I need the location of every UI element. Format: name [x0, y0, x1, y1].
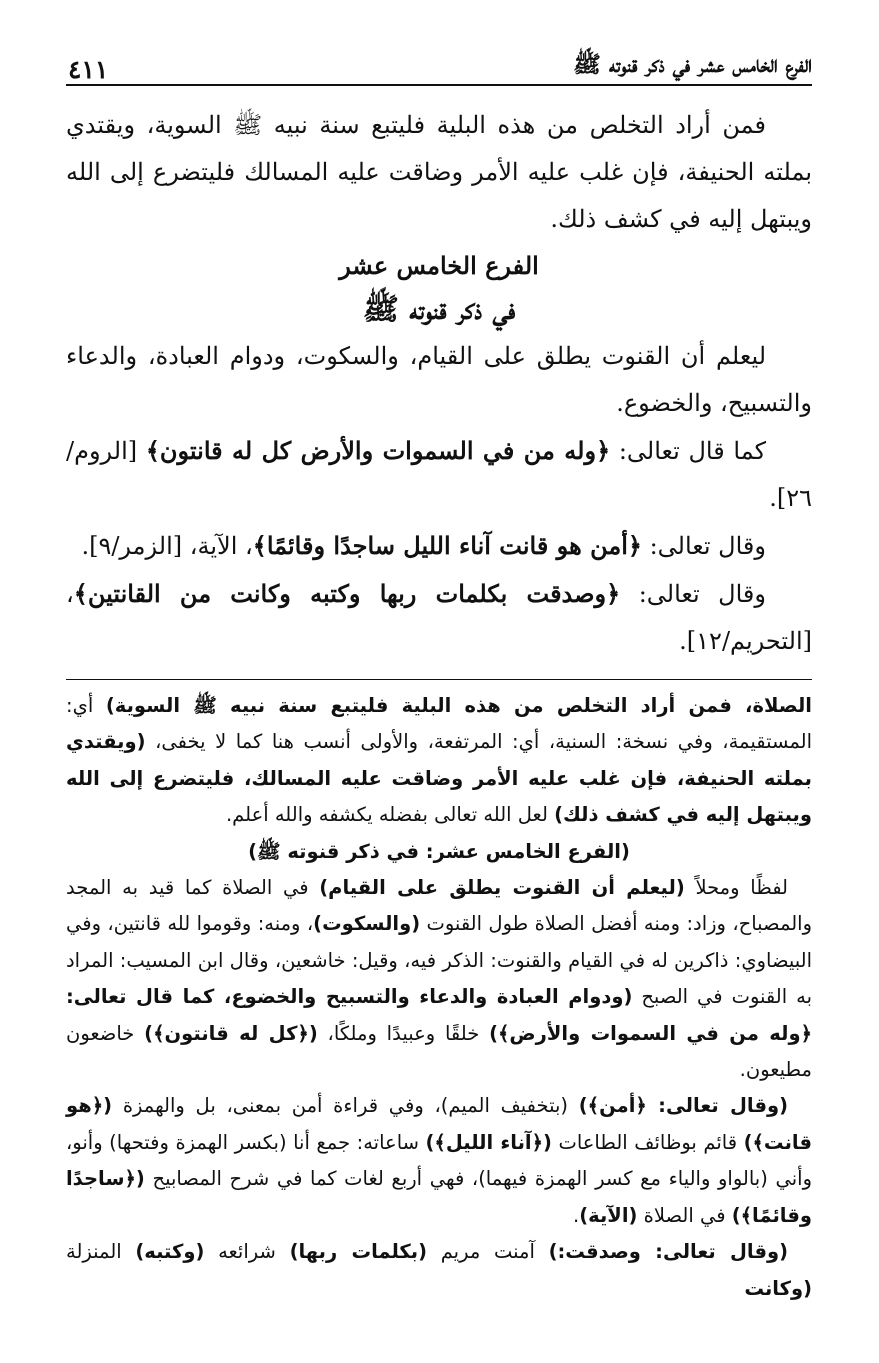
commentary-bold: (ويقتدي بملته الحنيفة، فإن غلب عليه الأمر وضاقت عليه المسالك، فليتضرع إلى الله ويبتهل إليه في كشف ذلك) — [66, 730, 812, 827]
commentary-text: المنزلة — [66, 1240, 136, 1264]
commentary-text: خلقًا وعبيدًا وملكًا، — [317, 1021, 490, 1045]
commentary-bold: الصلاة، فمن أراد التخلص من هذه البلية فليتبع سنة نبيه ﷺ السوية) — [105, 694, 812, 717]
book-page — [66, 40, 812, 1307]
commentary-bold: (بكلمات ربها) — [289, 1240, 428, 1264]
verse-reference: [الروم/ ٢٦]. — [66, 437, 812, 512]
commentary-paragraph-1 — [66, 688, 812, 834]
running-title: الفرع الخامس عشر في ذكر قنوته ﷺ — [573, 51, 812, 78]
commentary-bold: (﴿هو قانت﴾) — [66, 1094, 812, 1154]
commentary-section — [66, 688, 812, 1307]
commentary-bold: (الآية) — [579, 1203, 638, 1227]
commentary-text: لفظًا ومحلاً — [684, 876, 788, 900]
quote-lead: وقال تعالى: — [641, 532, 766, 560]
section-heading-subtitle: في ذكر قنوته ﷺ — [362, 292, 516, 327]
commentary-text: شرائعه — [204, 1240, 290, 1264]
quote-lead: وقال تعالى: — [620, 580, 766, 608]
quote-lead: كما قال تعالى: — [610, 437, 767, 465]
commentary-bold: (وكانت — [744, 1276, 812, 1300]
commentary-text: ساعاته: جمع أنا (بكسر الهمزة وفتحها) وأنو، وأني (بالواو والياء مع كسر الهمزة فيهما)، فهي أربع لغات كما في شرح المصابيح — [66, 1130, 812, 1191]
commentary-heading: (الفرع الخامس عشر: في ذكر قنوته ﷺ) — [248, 839, 630, 863]
commentary-text: في الصلاة — [637, 1203, 732, 1227]
commentary-text: في الصلاة كما قيد به المجد والمصباح، وزاد: ومنه أفضل الصلاة طول القنوت — [66, 876, 812, 936]
definition-paragraph: ليعلم أن القنوت يطلق على القيام، والسكوت، ودوام العبادة، والدعاء والتسبيح، والخضوع. — [66, 342, 812, 417]
verse-reference: ، [التحريم/١٢]. — [66, 580, 812, 655]
commentary-text: . — [573, 1203, 580, 1227]
quote-paragraph-3 — [66, 570, 812, 665]
commentary-text: خاضعون مطيعون. — [66, 1021, 812, 1082]
commentary-text: قائم بوظائف الطاعات — [551, 1130, 744, 1154]
commentary-bold: (وقال تعالى: وصدقت:) — [548, 1240, 788, 1264]
commentary-divider — [66, 679, 812, 680]
verse-reference: ، الآية، [الزمر/٩]. — [81, 532, 253, 560]
section-heading — [66, 245, 812, 333]
commentary-text: لعل الله تعالى بفضله يكشفه والله أعلم. — [225, 803, 555, 827]
quran-verse: ﴿أمن هو قانت آناء الليل ساجدًا وقائمًا﴾ — [252, 531, 642, 560]
commentary-text: (بتخفيف الميم)، وفي قراءة أمن بمعنى، بل والهمزة — [112, 1094, 579, 1118]
main-text — [66, 102, 812, 665]
quote-paragraph-2 — [66, 522, 812, 570]
commentary-text: أي: المستقيمة، وفي نسخة: السنية، أي: المرتفعة، والأولى أنسب هنا كما لا يخفى، — [66, 694, 812, 754]
commentary-text: ، ومنه: وقوموا لله قانتين، وفي البيضاوي: ذاكرين له في القيام والقنوت: الذكر فيه، وقيل: خاشعين، وقال ابن المسيب: المراد به القنوت في الصبح — [66, 912, 812, 1009]
commentary-paragraph-4 — [66, 1234, 812, 1307]
commentary-bold: (ليعلم أن القنوت يطلق على القيام) — [319, 876, 685, 900]
commentary-bold: (وقال تعالى: ﴿أمن﴾) — [578, 1094, 789, 1118]
commentary-bold: (وكتبه) — [135, 1240, 205, 1264]
commentary-text: آمنت مريم — [427, 1240, 549, 1264]
intro-paragraph: فمن أراد التخلص من هذه البلية فليتبع سنة نبيه ﷺ السوية، ويقتدي بملته الحنيفة، فإن غلب عليه الأمر وضاقت عليه المسالك فليتضرع إلى الله ويبتهل إليه في كشف ذلك. — [66, 111, 812, 233]
commentary-paragraph-2 — [66, 870, 812, 1088]
commentary-bold: (﴿ساجدًا وقائمًا﴾) — [66, 1167, 812, 1227]
page-number: ٤١١ — [68, 55, 109, 84]
commentary-bold: (والسكوت) — [313, 912, 421, 936]
section-heading-title: الفرع الخامس عشر — [339, 251, 539, 280]
commentary-bold: (﴿كل له قانتون﴾) — [144, 1021, 318, 1045]
commentary-paragraph-3 — [66, 1088, 812, 1234]
commentary-bold: (ودوام العبادة والدعاء والتسبيح والخضوع، كما قال تعالى: ﴿وله من في السموات والأرض﴾) — [66, 985, 813, 1045]
commentary-bold: (﴿آناء الليل﴾) — [425, 1130, 552, 1154]
quran-verse: ﴿وصدقت بكلمات ربها وكتبه وكانت من القانتين﴾ — [73, 579, 621, 608]
quote-paragraph-1 — [66, 427, 812, 522]
running-header — [66, 40, 812, 86]
quran-verse: ﴿وله من في السموات والأرض كل له قانتون﴾ — [145, 436, 611, 465]
